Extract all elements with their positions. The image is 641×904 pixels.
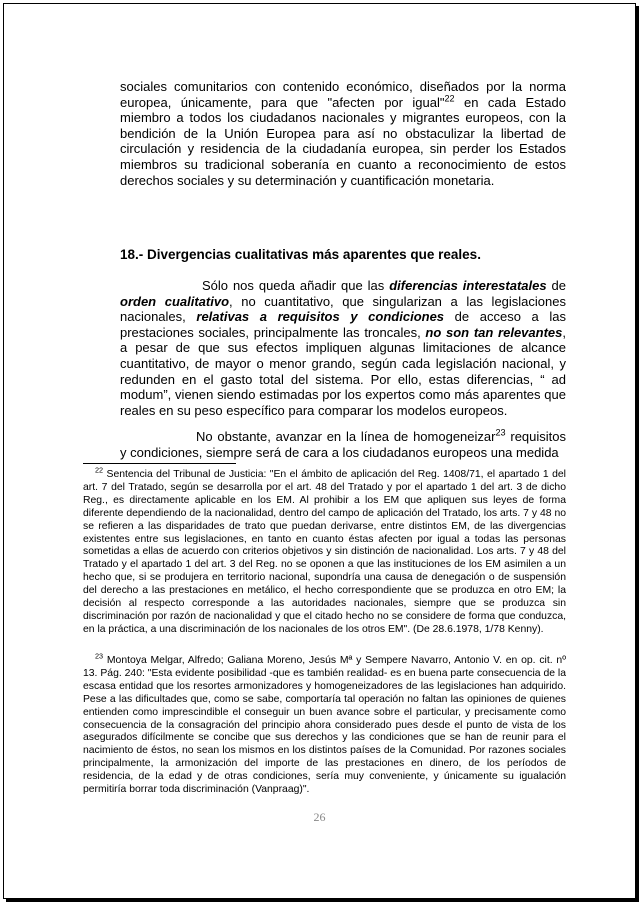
section-heading: 18.- Divergencias cualitativas más aparentes que reales. (120, 247, 481, 262)
footnote-reference[interactable]: 22 (444, 93, 455, 104)
footnote-reference[interactable]: 23 (495, 429, 506, 438)
paragraph-text: requisitos y condiciones, siempre será de cara a los ciudadanos europeos una medida (120, 429, 566, 460)
paragraph-text: de (546, 278, 567, 293)
paragraph-text: , no cuantitativo, que singularizan a las legislaciones nacionales, (120, 293, 566, 325)
body-paragraph (120, 278, 566, 418)
document-page (3, 3, 636, 899)
emphasis-text: orden cualitativo (120, 293, 230, 309)
footnote-number: 23 (95, 651, 104, 661)
emphasis-text: diferencias interestatales (389, 278, 547, 293)
paragraph-text: sociales comunitarios con contenido económico, diseñados por la norma europea, únicamente, para que "afecten por igual" (120, 79, 566, 110)
paragraph-text: en cada Estado miembro a todos los ciudadanos nacionales y migrantes europeos, con la bendición de la Unión Europea para así no obstaculizar la libertad de circulación y residencia de la ciudadanía europea, sin perder los Estados miembros su tradicional soberanía en cuanto a reconocimiento de estos derechos sociales y su determinación y cuantificación monetaria. (120, 94, 566, 188)
footnote-separator (83, 463, 236, 464)
emphasis-text: relativas a requisitos y condiciones (196, 309, 445, 325)
footnote (83, 651, 566, 797)
body-paragraph (120, 429, 566, 461)
page-number: 26 (313, 810, 326, 824)
footnote-text: Sentencia del Tribunal de Justicia: "En el ámbito de aplicación del Reg. 1408/71, el apartado 1 del art. 7 del Tratado, según se desarrolla por el art. 48 del Tratado y por el apartado 1 del art. 3 de dicho Reg., es directamente aplicable en los EM. Al prohibir a los EM que apliquen sus leyes de forma diferente dependiendo de la nacionalidad, dentro del campo de aplicación del Tratado, los arts. 7 y 48 no se refieren a las disparidades de trato que puedan derivarse, entre distintos EM, de las divergencias existentes entre sus legislaciones, en tanto en cuanto éstas afecten por igual a todas las personas sometidas a ellas de acuerdo con criterios objetivos y sin distinción de nacionalidad. Los arts. 7 y 48 del Tratado y el apartado 1 del art. 3 del Reg. no se oponen a que las instituciones de los EM asimilen a un hecho que, si se produjera en territorio nacional, supondría una causa de denegación o de suspensión del derecho a las prestaciones en metálico, el hecho correspondiente que se produzca en otro EM; la decisión al respecto corresponde a las autoridades nacionales, siempre que se produzca sin discriminación por razón de nacionalidad y que el citado hecho no se considere de forma que conduzca, en la práctica, a una discriminación de los nacionales de los otros EM". (De 28.6.1978, 1/78 Kenny). (83, 469, 566, 635)
paragraph-text: de acceso a las prestaciones sociales, principalmente las troncales, (120, 309, 566, 340)
paragraph-text: , a pesar de que sus efectos impliquen algunas limitaciones de alcance cuantitativo, de mayor o menor grando, según cada legislación nacional, y redunden en el gasto total del sistema. Por ello, estas diferencias, “ ad modum”, vienen siendo estimadas por los expertos como más aparentes que reales en su peso específico para comparar los modelos europeos. (120, 324, 566, 418)
footnote-text: Montoya Melgar, Alfredo; Galiana Moreno, Jesús Mª y Sempere Navarro, Antonio V. en op. cit. nº 13. Pág. 240: "Esta evidente posibilidad -que es también realidad- es en buena parte consecuencia de la escasa entidad que los resortes armonizadores y homogeneizadores de las legislaciones han adquirido. Pese a las dificultades que, como se sabe, comportaría tal operación no faltan las opiniones de quienes entienden como imprescindible el conseguir un buen avance sobre el particular, y precisamente como consecuencia de la consagración del principio ahora considerado pues desde el punto de vista de los asegurados difícilmente se concibe que sus derechos y las condiciones que se han de reunir para el nacimiento de éstos, no sean los mismos en los distintos países de la Comunidad. Por razones sociales principalmente, la armonización del importe de las prestaciones en dinero, de los períodos de residencia, de la edad y de otras condiciones, sería muy conveniente, y únicamente su igualación permitiría borrar toda discriminación (Vanpraag)". (83, 655, 566, 796)
emphasis-text: no son tan relevantes (425, 324, 563, 340)
paragraph-text: No obstante, avanzar en la línea de homogeneizar (196, 429, 496, 444)
body-paragraph (120, 79, 566, 188)
paragraph-text: Sólo nos queda añadir que las (202, 278, 390, 293)
footnote-number: 22 (95, 465, 104, 475)
footnote (83, 465, 566, 637)
